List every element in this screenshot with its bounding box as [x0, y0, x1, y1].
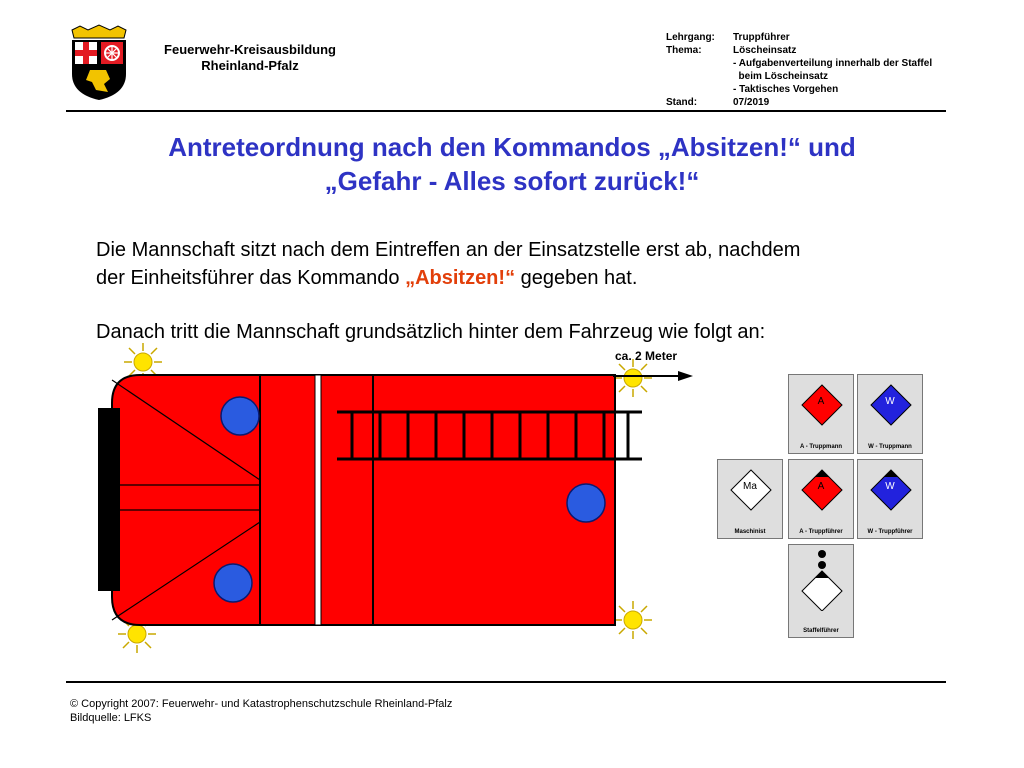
meta-value: Truppführer [733, 32, 790, 43]
meta-label: Lehrgang: [666, 32, 715, 43]
symbol-letter: Ma [743, 481, 757, 492]
title-line-2: „Gefahr - Alles sofort zurück!“ [324, 166, 700, 196]
footer-rule [66, 681, 946, 683]
meta-row [666, 70, 932, 83]
meta-row [666, 83, 932, 96]
distance-arrow-icon [678, 371, 693, 381]
blinker-rear-left-icon [614, 359, 652, 397]
page-title [80, 130, 944, 198]
seat-front-left [221, 397, 259, 435]
meta-value: Löscheinsatz [733, 45, 797, 56]
symbol-caption: A - Truppführer [799, 529, 843, 535]
coat-of-arms-logo [66, 24, 132, 102]
symbol-caption: A - Truppmann [799, 444, 843, 450]
copyright: © Copyright 2007: Feuerwehr- und Katastrophenschutzschule Rheinland-Pfalz [70, 698, 453, 710]
meta-value: - Aufgabenverteilung innerhalb der Staffel [733, 58, 933, 69]
symbol-letter: W [885, 396, 895, 407]
org-line-2: Rheinland-Pfalz [201, 58, 299, 73]
meta-row [666, 57, 932, 70]
paragraph-1-line-1: Die Mannschaft sitzt nach dem Eintreffen an der Einsatzstelle erst ab, nachdem [96, 239, 801, 261]
course-meta [666, 31, 932, 109]
p1-post: gegeben hat. [515, 267, 638, 289]
symbol-caption: Staffelführer [803, 628, 839, 634]
symbol-letter: A [817, 396, 825, 407]
blinker-rear-right-icon [614, 601, 652, 639]
symbol-letter: A [817, 481, 825, 492]
meta-label: Thema: [666, 45, 702, 56]
meta-label [666, 70, 733, 83]
meta-row [666, 96, 932, 109]
symbol-w-truppfuehrer [857, 459, 923, 539]
front-bumper [98, 408, 120, 591]
footer [70, 697, 452, 725]
meta-label [666, 57, 733, 70]
symbol-caption: Maschinist [734, 529, 766, 535]
symbol-a-truppmann [788, 374, 854, 454]
organization-name [140, 42, 360, 74]
meta-label [666, 83, 733, 96]
title-line-1: Antreteordnung nach den Kommandos „Absitzen!“ und [168, 132, 856, 162]
meta-value: 07/2019 [733, 97, 770, 108]
symbol-letter: W [885, 481, 895, 492]
symbol-maschinist [717, 459, 783, 539]
org-line-1: Feuerwehr-Kreisausbildung [164, 42, 336, 57]
paragraph-1-line-2 [96, 264, 637, 292]
paragraph-2: Danach tritt die Mannschaft grundsätzlich hinter dem Fahrzeug wie folgt an: [96, 321, 766, 343]
symbol-a-truppfuehrer [788, 459, 854, 539]
header-rule [66, 110, 946, 112]
image-source: Bildquelle: LFKS [70, 712, 152, 724]
meta-value: - Taktisches Vorgehen [733, 84, 839, 95]
symbol-caption: W - Truppmann [868, 444, 912, 450]
seat-front-right [214, 564, 252, 602]
symbol-staffelfuehrer [788, 544, 854, 638]
p1-pre: der Einheitsführer das Kommando [96, 267, 406, 289]
symbol-caption: W - Truppführer [867, 529, 913, 535]
distance-label: ca. 2 Meter [615, 349, 678, 363]
meta-label: Stand: [666, 97, 698, 108]
meta-row [666, 31, 932, 44]
meta-row [666, 44, 932, 57]
vehicle-diagram [80, 340, 720, 660]
seat-rear [567, 484, 605, 522]
meta-value: beim Löscheinsatz [733, 71, 829, 82]
command-highlight: „Absitzen!“ [405, 267, 516, 289]
symbol-w-truppmann [857, 374, 923, 454]
